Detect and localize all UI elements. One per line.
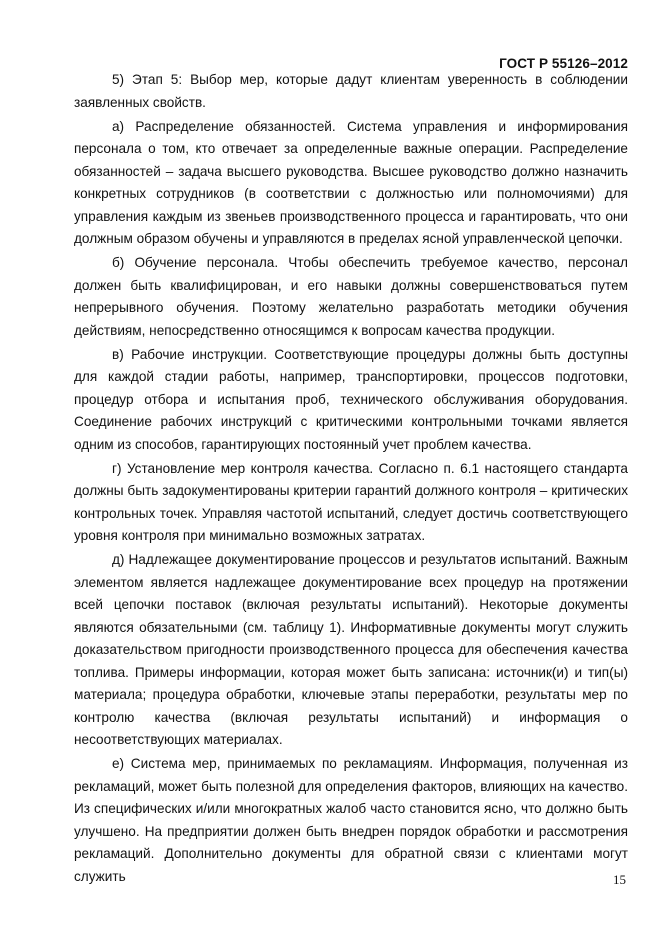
body-text (74, 69, 628, 890)
paragraph-training: б) Обучение персонала. Чтобы обеспечить требуемое качество, персонал должен быть квалифицирован, и его навыки должны совершенствоваться путем непрерывного обучения. Поэтому желательно разработать методики обучения действиям, непосредственно относящимся к вопросам качества продукции. (74, 255, 628, 338)
paragraph-quality-control: г) Установление мер контроля качества. Согласно п. 6.1 настоящего стандарта должны быть задокументированы критерии гарантий должного контроля – критических контрольных точек. Управляя частотой испытаний, следует достичь соответствующего уровня контроля при минимально возможных затратах. (74, 460, 628, 543)
paragraph-responsibilities: а) Распределение обязанностей. Система управления и информирования персонала о том, кто отвечает за определенные важные операции. Распределение обязанностей – задача высшего руководства. Высшее руководство должно назначить конкретных сотрудников (в соответствии с должностью или полномочиями) для управления каждым из звеньев производственного процесса и гарантировать, что они должным образом обучены и управляются в пределах ясной управленческой цепочки. (74, 118, 628, 246)
paragraph-documentation: д) Надлежащее документирование процессов и результатов испытаний. Важным элементом является надлежащее документирование всех процедур на протяжении всей цепочки поставок (включая результаты испытаний). Некоторые документы являются обязательными (см. таблицу 1). Информативные документы могут служить доказательством пригодности производственного процесса для обеспечения качества топлива. Примеры информации, которая может быть записана: источник(и) и тип(ы) материала; процедура обработки, ключевые этапы переработки, результаты мер по контролю качества (включая результаты испытаний) и информация о несоответствующих материалах. (74, 552, 628, 747)
paragraph-work-instructions: в) Рабочие инструкции. Соответствующие процедуры должны быть доступны для каждой стадии работы, например, транспортировки, процессов подготовки, процедур отбора и испытания проб, технического обслуживания оборудования. Соединение рабочих инструкций с критическими контрольными точками является одним из способов, гарантирующих постоянный учет проблем качества. (74, 346, 628, 452)
paragraph-stage-5: 5) Этап 5: Выбор мер, которые дадут клиентам уверенность в соблюдении заявленных свойств. (74, 72, 628, 110)
document-code-header: ГОСТ Р 55126–2012 (499, 56, 628, 71)
page-number: 15 (613, 872, 626, 887)
paragraph-complaints: е) Система мер, принимаемых по рекламациям. Информация, полученная из рекламаций, может быть полезной для определения факторов, влияющих на качество. Из специфических и/или многократных жалоб часто становится ясно, что должно быть улучшено. На предприятии должен быть внедрен порядок обработки и рассмотрения рекламаций. Дополнительно документы для обратной связи с клиентами могут служить (74, 756, 628, 884)
